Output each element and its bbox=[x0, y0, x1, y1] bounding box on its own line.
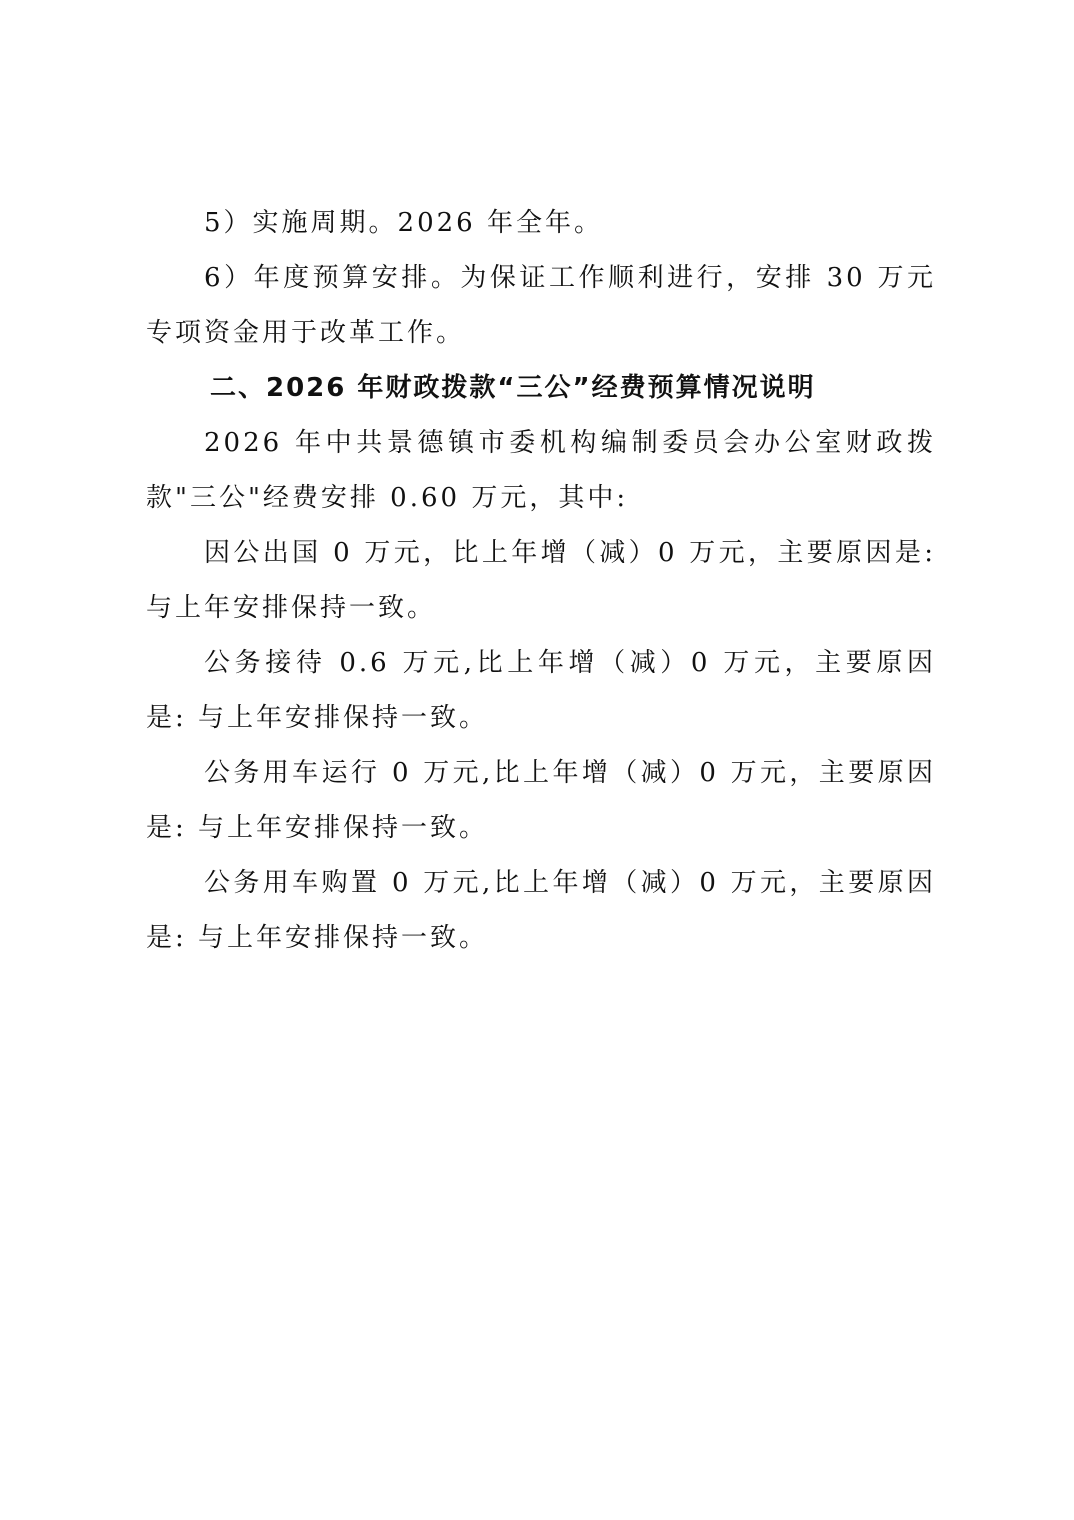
paragraph-vehicle-operation: 公务用车运行 0 万元,比上年增（减）0 万元，主要原因是: 与上年安排保持一致。 bbox=[146, 758, 936, 843]
paragraph-overseas-travel: 因公出国 0 万元，比上年增（减）0 万元，主要原因是: 与上年安排保持一致。 bbox=[146, 538, 936, 623]
paragraph-three-public-intro: 2026 年中共景德镇市委机构编制委员会办公室财政拨款"三公"经费安排 0.60 万元，其中: bbox=[146, 428, 936, 513]
paragraph-official-reception: 公务接待 0.6 万元,比上年增（减）0 万元，主要原因是: 与上年安排保持一致。 bbox=[146, 648, 936, 733]
paragraph-implementation-period: 5）实施周期。2026 年全年。 bbox=[204, 208, 603, 238]
section-heading-three-public-expenses: 二、2026 年财政拨款“三公”经费预算情况说明 bbox=[210, 373, 816, 403]
paragraph-vehicle-purchase: 公务用车购置 0 万元,比上年增（减）0 万元，主要原因是: 与上年安排保持一致。 bbox=[146, 868, 936, 953]
document-body bbox=[146, 196, 936, 966]
paragraph-annual-budget: 6）年度预算安排。为保证工作顺利进行，安排 30 万元专项资金用于改革工作。 bbox=[146, 263, 936, 348]
